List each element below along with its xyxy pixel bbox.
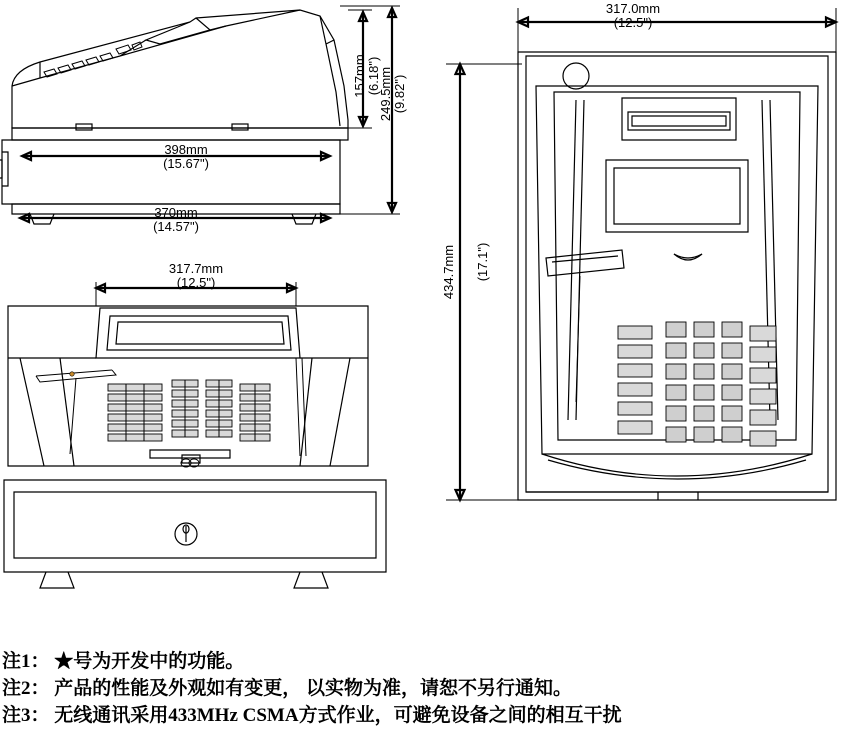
dim-label-317-0mm: 317.0mm (12.5") [605,1,661,30]
note-item-3: 注3： 无线通讯采用433MHz CSMA方式作业，可避免设备之间的相互干扰 [2,705,622,726]
front-view-drawing [0,258,400,608]
dim-label-317-7mm: 317.7mm (12.5") [168,261,224,290]
dim-label-398mm: 398mm (15.67") [163,142,209,171]
dim-label-434-7mm-value: 434.7mm [441,244,456,300]
note-item-1: 注1： ★号为开发中的功能。 [2,651,245,672]
dim-label-157mm: 157mm (6.18") [352,54,381,98]
dim-label-370mm: 370mm (14.57") [153,205,199,234]
dim-label-434-7mm-inch: (17.1") [475,242,490,282]
dim-label-249-5mm: 249.5mm (9.82") [378,66,407,122]
note-item-2: 注2： 产品的性能及外观如有变更， 以实物为准，请恕不另行通知。 [2,678,573,699]
notes-block [0,648,849,729]
